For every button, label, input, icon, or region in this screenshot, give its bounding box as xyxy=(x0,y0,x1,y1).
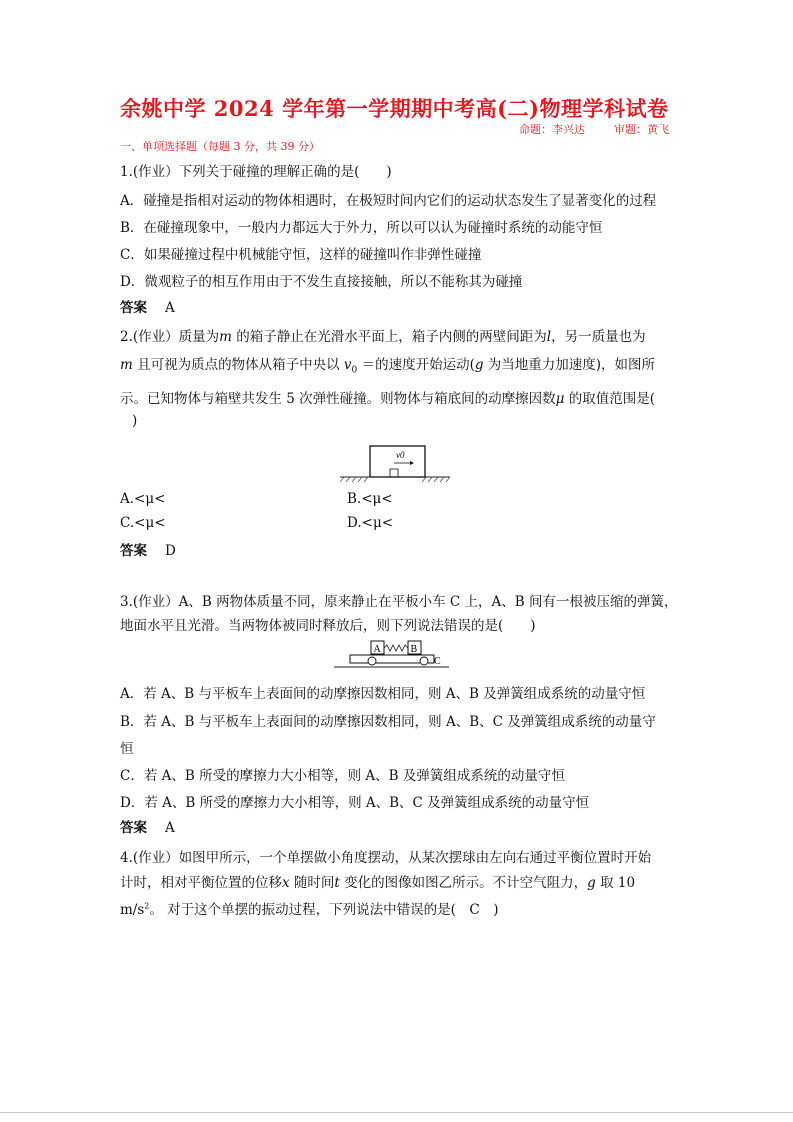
q3-option-a: A．若 A、B 与平板车上表面间的动摩擦因数相同，则 A、B 及弹簧组成系统的动量守恒 xyxy=(120,686,646,702)
section-heading: 一、单项选择题（每题 3 分，共 39 分） xyxy=(120,140,320,153)
answer-label: 答案 xyxy=(120,543,147,559)
var-m: m xyxy=(120,357,133,373)
var-g: g xyxy=(474,357,484,373)
var-l: l xyxy=(546,329,552,345)
q3-stem-line1: 3.(作业）A、B 两物体质量不同，原来静止在平板小车 C 上，A、B 间有一根被压缩的弹簧， xyxy=(120,594,678,610)
q2-option-a: A.<μ< xyxy=(120,491,166,507)
q1-option-d: D．微观粒子的相互作用由于不发生直接接触，所以不能称其为碰撞 xyxy=(120,274,523,290)
box-diagram xyxy=(340,441,450,483)
q3-option-d: D．若 A、B 所受的摩擦力大小相等，则 A、B、C 及弹簧组成系统的动量守恒 xyxy=(120,795,590,811)
var-x: x xyxy=(282,875,290,891)
q1-answer xyxy=(120,296,175,316)
var-mu: μ xyxy=(555,391,565,407)
var-m: m xyxy=(219,329,232,345)
q1-option-b: B．在碰撞现象中，一般内力都远大于外力，所以可以认为碰撞时系统的动能守恒 xyxy=(120,220,603,236)
q3-option-c: C．若 A、B 所受的摩擦力大小相等，则 A、B 及弹簧组成系统的动量守恒 xyxy=(120,768,565,784)
q2-option-b: B.<μ< xyxy=(347,491,393,507)
block-a-label: A xyxy=(373,644,381,655)
q2-stem-line3: 示。已知物体与箱壁共发生 5 次弹性碰撞。则物体与箱底间的动摩擦因数μ 的取值范围是( xyxy=(120,391,656,407)
q1-option-c: C．如果碰撞过程中机械能守恒，这样的碰撞叫作非弹性碰撞 xyxy=(120,247,482,263)
page-bottom-rule xyxy=(0,1112,793,1113)
answer-value: D xyxy=(165,543,176,559)
q3-answer xyxy=(120,816,175,836)
answer-value: A xyxy=(165,300,175,316)
q4-stem-line2: 计时，相对平衡位置的位移x 随时间t 变化的图像如图乙所示。不计空气阻力，g 取 10 xyxy=(120,875,636,891)
q1-option-a: A．碰撞是指相对运动的物体相遇时，在极短时间内它们的运动状态发生了显著变化的过程 xyxy=(120,193,657,209)
var-g: g xyxy=(587,875,596,891)
block-b-label: B xyxy=(410,644,418,655)
cart-c-label: C xyxy=(434,656,441,667)
q2-answer xyxy=(120,539,176,559)
page-title: 余姚中学 2024 学年第一学期期中考高(二)物理学科试卷 xyxy=(120,96,669,121)
cart-diagram xyxy=(334,636,454,672)
q4-stem-line3: $m/s^2$。 对于这个单摆的振动过程，下列说法中错误的是( C ) xyxy=(120,901,499,918)
q4-stem-line1: 4.(作业）如图甲所示，一个单摆做小角度摆动，从某次摆球由左向右通过平衡位置时开始 xyxy=(120,850,652,866)
q2-stem-line2: m 且可视为质点的物体从箱子中央以 $v_0$ ＝的速度开始运动(g 为当地重力加速度)，如图所 xyxy=(120,357,656,376)
var-v0: v xyxy=(343,357,352,373)
q2-option-c: C.<μ< xyxy=(120,515,166,531)
q3-stem-line2: 地面水平且光滑。当两物体被同时释放后，则下列说法错误的是( ) xyxy=(120,618,536,634)
q3-option-b-cont: 恒 xyxy=(120,741,134,757)
q3-option-b: B．若 A、B 与平板车上表面间的动摩擦因数相同，则 A、B、C 及弹簧组成系统的动量守 xyxy=(120,714,656,730)
answer-label: 答案 xyxy=(120,820,147,836)
author-credit: 命题：李兴达 xyxy=(519,123,585,136)
var-t: t xyxy=(334,875,340,891)
q2-stem-line4: ) xyxy=(132,413,138,429)
q2-option-d: D.<μ< xyxy=(347,515,394,531)
answer-value: A xyxy=(165,820,175,836)
v0-label: v0 xyxy=(396,450,405,460)
answer-label: 答案 xyxy=(120,300,147,316)
reviewer-credit: 审题：黄飞 xyxy=(614,123,669,136)
q2-stem-line1: 2.(作业）质量为m 的箱子静止在光滑水平面上，箱子内侧的两壁间距为l，另一质量也为 xyxy=(120,329,646,345)
q1-stem: 1.(作业）下列关于碰撞的理解正确的是( ) xyxy=(120,164,392,180)
